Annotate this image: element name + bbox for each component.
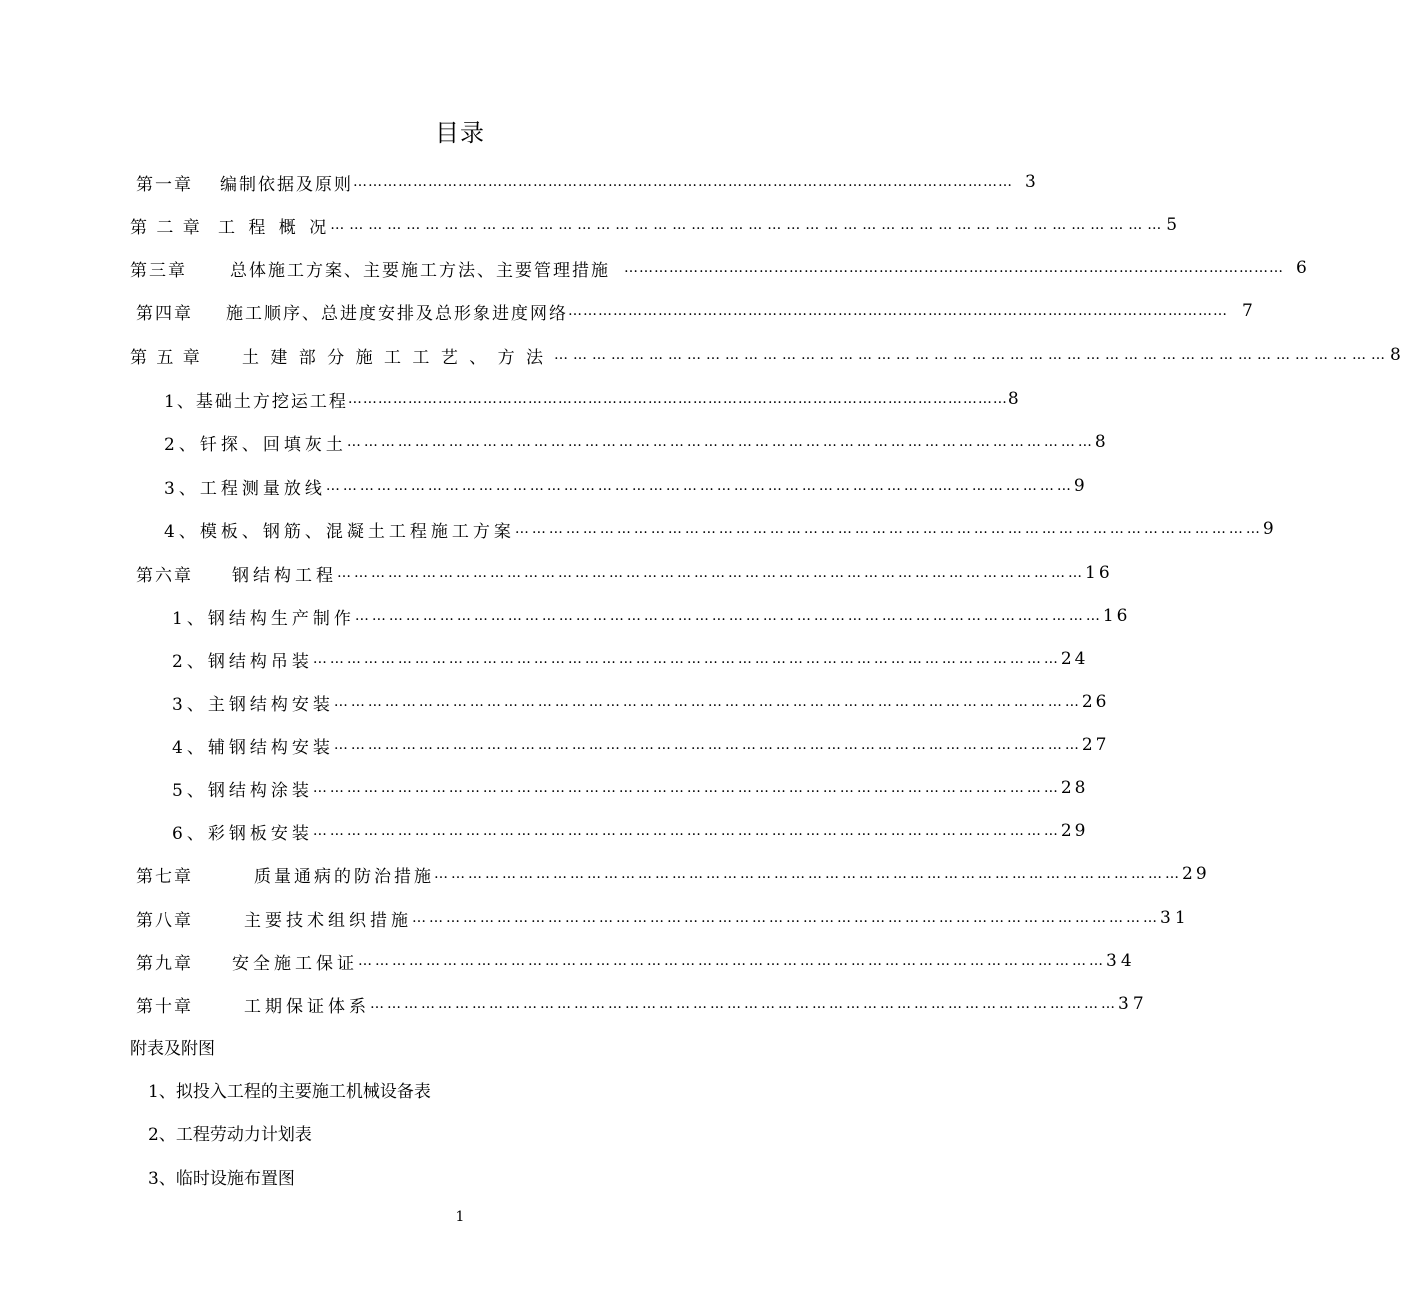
toc-section-title: 2、钢结构吊装 (172, 651, 313, 672)
toc-section-title: 4、辅钢结构安装 (172, 737, 334, 758)
toc-page-number: 16 (1102, 606, 1131, 626)
toc-leader-dots: …………………………………………………………………………………………………………………… (568, 303, 1228, 319)
toc-leader-dots: …………………………………………………………………………………………………………………… (330, 217, 1167, 233)
toc-page-number: 24 (1060, 649, 1089, 669)
toc-section-title: 1、基础土方挖运工程 (164, 391, 348, 412)
toc-page-number: 8 (1094, 432, 1107, 452)
appendix-heading: 附表及附图 (130, 1039, 215, 1059)
toc-page-number: 27 (1081, 735, 1110, 755)
toc-page-number: 6 (1296, 258, 1308, 278)
toc-chapter-title: 总体施工方案、主要施工方法、主要管理措施 (230, 260, 610, 281)
toc-section-title: 1、钢结构生产制作 (172, 608, 355, 629)
toc-chapter-title: 工期保证体系 (244, 996, 370, 1017)
toc-chapter-label: 第十章 (136, 996, 193, 1017)
toc-section-title: 3、主钢结构安装 (172, 694, 334, 715)
toc-entry-section-6-1[interactable] (172, 602, 1131, 630)
toc-chapter-label: 第一章 (136, 174, 193, 195)
toc-entry-chapter-10[interactable] (136, 990, 1148, 1018)
toc-page-number: 29 (1060, 821, 1089, 841)
toc-page-number: 5 (1166, 215, 1179, 235)
toc-leader-dots: …………………………………………………………………………………………………………………… (337, 565, 1085, 581)
page-title: 目录 (435, 119, 485, 147)
toc-leader-dots: …………………………………………………………………………………………………………………… (514, 521, 1263, 537)
toc-page-number: 31 (1160, 908, 1190, 928)
appendix-item-1[interactable]: 1、拟投入工程的主要施工机械设备表 (148, 1082, 431, 1102)
toc-entry-section-5-4[interactable] (164, 515, 1275, 543)
toc-leader-dots: …………………………………………………………………………………………………………………… (312, 823, 1061, 839)
toc-chapter-title: 工 程 概 况 (218, 217, 331, 238)
toc-page-number: 3 (1025, 172, 1037, 192)
toc-chapter-title: 质量通病的防治措施 (254, 866, 434, 887)
toc-entry-section-6-2[interactable] (172, 645, 1089, 673)
toc-chapter-title: 编制依据及原则 (220, 174, 353, 195)
toc-page-number: 7 (1242, 301, 1254, 321)
toc-section-title: 3、工程测量放线 (164, 478, 326, 499)
appendix-item-3[interactable]: 3、临时设施布置图 (148, 1169, 295, 1189)
toc-page-number: 37 (1118, 994, 1148, 1014)
toc-leader-dots: …………………………………………………………………………………………………………………… (554, 347, 1391, 363)
toc-section-title: 4、模板、钢筋、混凝土工程施工方案 (164, 521, 515, 542)
toc-leader-dots: …………………………………………………………………………………………………………………… (346, 434, 1095, 450)
toc-leader-dots: …………………………………………………………………………………………………………………… (354, 608, 1103, 624)
toc-entry-section-6-4[interactable] (172, 731, 1110, 759)
toc-page-number: 26 (1081, 692, 1110, 712)
toc-entry-chapter-4[interactable] (136, 297, 1254, 325)
toc-page-number: 8 (1007, 389, 1020, 409)
toc-entry-chapter-9[interactable] (136, 947, 1136, 975)
page-number: 1 (455, 1209, 465, 1225)
toc-entry-chapter-8[interactable] (136, 904, 1190, 932)
toc-chapter-label: 第九章 (136, 953, 193, 974)
toc-page-number: 9 (1262, 519, 1275, 539)
toc-chapter-label: 第三章 (130, 260, 187, 281)
toc-entry-chapter-2[interactable] (130, 211, 1179, 239)
toc-leader-dots: …………………………………………………………………………………………………………………… (347, 391, 1008, 407)
toc-chapter-label: 第六章 (136, 565, 193, 586)
toc-chapter-label: 第 五 章 (130, 347, 202, 368)
toc-entry-section-5-1[interactable] (164, 385, 1020, 413)
toc-leader-dots: …………………………………………………………………………………………………………………… (333, 737, 1082, 753)
toc-leader-dots: …………………………………………………………………………………………………………………… (434, 866, 1182, 882)
toc-leader-dots: …………………………………………………………………………………………………………………… (358, 953, 1106, 969)
toc-chapter-label: 第七章 (136, 866, 193, 887)
toc-entry-section-6-6[interactable] (172, 817, 1089, 845)
toc-page-number: 8 (1390, 345, 1402, 365)
toc-section-title: 2、钎探、回填灰土 (164, 434, 347, 455)
toc-chapter-label: 第 二 章 (130, 217, 202, 238)
toc-chapter-label: 第八章 (136, 910, 193, 931)
toc-entry-section-6-5[interactable] (172, 774, 1089, 802)
toc-page-number: 28 (1060, 778, 1089, 798)
toc-entry-chapter-5[interactable] (130, 341, 1402, 369)
toc-section-title: 5、钢结构涂装 (172, 780, 313, 801)
toc-entry-chapter-6[interactable] (136, 559, 1113, 587)
toc-leader-dots: …………………………………………………………………………………………………………………… (312, 780, 1061, 796)
toc-leader-dots: …………………………………………………………………………………………………………………… (624, 260, 1284, 276)
toc-page-number: 34 (1106, 951, 1136, 971)
appendix-item-2[interactable]: 2、工程劳动力计划表 (148, 1125, 312, 1145)
toc-chapter-title: 主要技术组织措施 (244, 910, 412, 931)
toc-chapter-title: 土 建 部 分 施 工 工 艺 、 方 法 (242, 347, 547, 368)
toc-chapter-label: 第四章 (136, 303, 193, 324)
toc-chapter-title: 安全施工保证 (232, 953, 358, 974)
toc-leader-dots: …………………………………………………………………………………………………………………… (333, 694, 1082, 710)
toc-leader-dots: …………………………………………………………………………………………………………………… (353, 174, 1013, 190)
toc-entry-section-5-3[interactable] (164, 472, 1086, 500)
toc-leader-dots: …………………………………………………………………………………………………………………… (412, 910, 1160, 926)
toc-entry-chapter-3[interactable] (130, 254, 1308, 282)
toc-page-number: 16 (1085, 563, 1113, 583)
toc-leader-dots: …………………………………………………………………………………………………………………… (325, 478, 1074, 494)
toc-leader-dots: …………………………………………………………………………………………………………………… (312, 651, 1061, 667)
toc-page-number: 9 (1073, 476, 1086, 496)
toc-entry-section-5-2[interactable] (164, 428, 1107, 456)
toc-chapter-title: 钢结构工程 (232, 565, 337, 586)
toc-chapter-title: 施工顺序、总进度安排及总形象进度网络 (226, 303, 568, 324)
toc-entry-section-6-3[interactable] (172, 688, 1110, 716)
toc-entry-chapter-1[interactable] (136, 168, 1037, 196)
toc-leader-dots: …………………………………………………………………………………………………………………… (370, 996, 1118, 1012)
toc-section-title: 6、彩钢板安装 (172, 823, 313, 844)
toc-page-number: 29 (1182, 864, 1210, 884)
toc-entry-chapter-7[interactable] (136, 860, 1210, 888)
